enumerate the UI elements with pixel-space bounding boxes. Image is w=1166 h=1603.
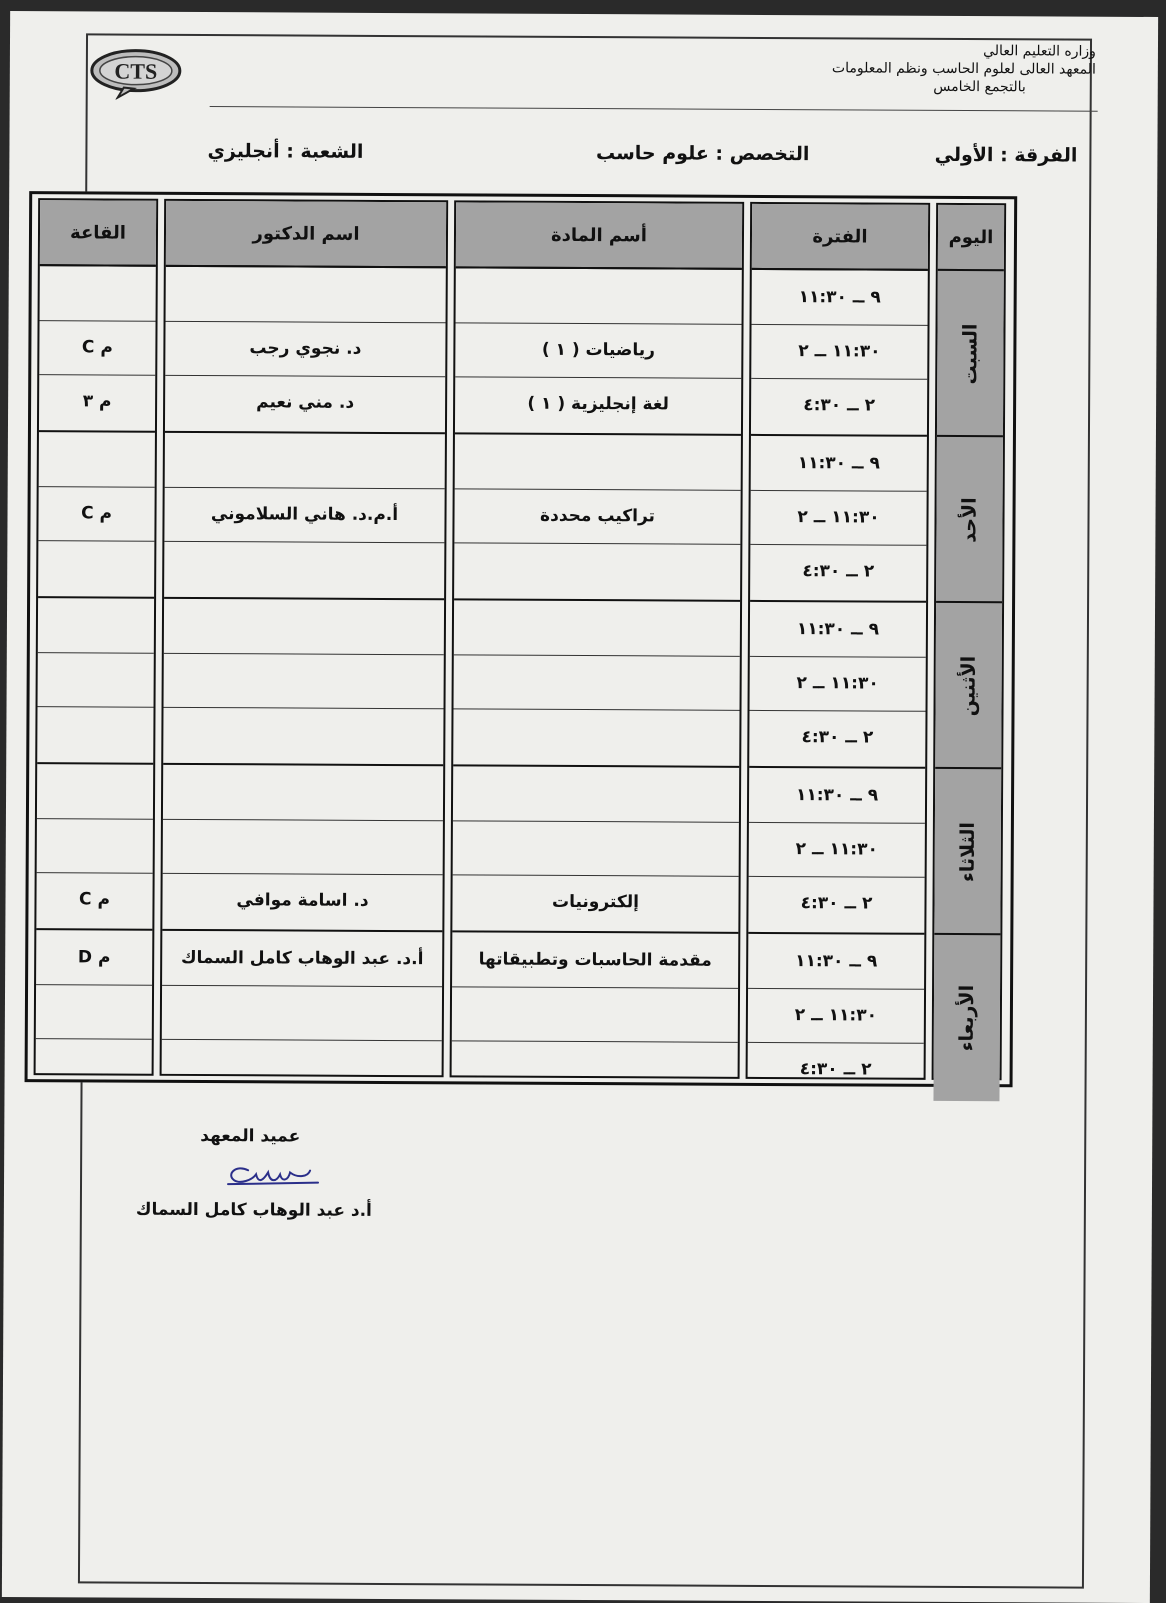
hall-cell [36,1038,152,1092]
dean-name: أ.د عبد الوهاب كامل السماك [135,1199,372,1221]
day-column [932,203,1007,1080]
division-label: الشعبة : أنجليزي [207,140,364,163]
hall-column [34,198,159,1076]
institute-name: المعهد العالى لعلوم الحاسب ونظم المعلومات [831,60,1096,78]
subject-cell [456,266,742,323]
subject-cell [451,1040,737,1094]
subject-cell [453,708,739,762]
doctor-cell: د. اسامة موافي [162,873,442,927]
header-hall: القاعة [40,200,156,267]
period-cell: ٢ ــ ٤:٣٠ [748,876,924,930]
level-label: الفرقة : الأولي [934,143,1078,167]
specialization-label: التخصص : علوم حاسب [595,142,810,166]
hall-cell: م D [36,928,152,985]
period-cell: ١١:٣٠ ــ ٢ [750,490,926,544]
subject-cell: تراكيب محددة [454,488,740,542]
period-cell: ٢ ــ ٤:٣٠ [751,378,927,432]
subject-cell [455,432,741,489]
period-cell: ١١:٣٠ ــ ٢ [750,656,926,710]
institute-location: بالتجمع الخامس [933,78,1026,96]
institution-header [832,41,1096,96]
hall-cell [37,818,153,872]
header-day: اليوم [938,205,1004,271]
day-cell [936,435,1003,603]
doctor-cell [162,1039,442,1093]
dean-title: عميد المعهد [200,1126,301,1147]
doctor-column [160,199,449,1077]
period-cell: ٩ ــ ١١:٣٠ [751,434,927,491]
subject-cell [454,542,740,596]
hall-cell: م C [36,872,152,926]
subject-cell: رياضيات ( ١ ) [455,322,741,376]
doctor-cell [163,763,443,820]
subject-cell: مقدمة الحاسبات وتطبيقاتها [452,930,738,987]
period-column [746,202,931,1080]
day-cell [937,269,1004,437]
doctor-cell: أ.د. عبد الوهاب كامل السماك [162,929,442,986]
doctor-cell: د. مني نعيم [165,375,445,429]
subject-cell [454,654,740,708]
hall-cell [37,706,153,760]
doctor-cell: د. نجوي رجب [165,321,445,375]
hall-cell [36,984,152,1038]
day-name: الثلاثاء [956,822,979,882]
day-cell [934,767,1001,935]
period-cell: ٩ ــ ١١:٣٠ [749,766,925,823]
period-cell: ٩ ــ ١١:٣٠ [748,932,924,989]
hall-cell [38,596,154,653]
day-name: الأثنين [957,655,980,717]
period-cell: ٢ ــ ٤:٣٠ [747,1042,923,1096]
doctor-cell [165,431,445,488]
period-cell: ١١:٣٠ ــ ٢ [751,324,927,378]
hall-cell [37,762,153,819]
hall-cell [40,264,156,321]
hall-cell: م C [38,486,154,540]
day-cell [935,601,1002,769]
period-cell: ٢ ــ ٤:٣٠ [749,710,925,764]
doctor-cell [166,265,446,322]
subject-cell [453,820,739,874]
header-subject: أسم المادة [456,202,742,269]
hall-cell: م C [39,320,155,374]
doctor-cell [163,819,443,873]
subject-column [450,200,745,1079]
header-period: الفترة [752,204,928,271]
svg-text:CTS: CTS [114,58,158,84]
subject-cell [453,764,739,821]
day-name: السبت [959,323,982,385]
period-cell: ٢ ــ ٤:٣٠ [750,544,926,598]
schedule-table [25,191,1018,1087]
doctor-cell [164,597,444,654]
hall-cell [38,540,154,594]
doctor-cell [163,707,443,761]
doctor-cell [164,541,444,595]
ministry-name: وزاره التعليم العالي [983,43,1097,60]
subject-cell: لغة إنجليزية ( ١ ) [455,376,741,430]
subject-cell [454,598,740,655]
period-cell: ١١:٣٠ ــ ٢ [749,822,925,876]
hall-cell: م ٣ [39,374,155,428]
subject-cell: إلكترونيات [452,874,738,928]
cts-logo [84,43,184,100]
period-cell: ٩ ــ ١١:٣٠ [750,600,926,657]
document-sheet [2,11,1158,1603]
hall-cell [39,430,155,487]
subject-cell [452,986,738,1040]
day-name: الأحد [958,497,981,543]
day-name: الأربعاء [955,984,979,1052]
period-cell: ٩ ــ ١١:٣٠ [752,268,928,325]
header-doctor: اسم الدكتور [166,201,446,268]
period-cell: ١١:٣٠ ــ ٢ [748,988,924,1042]
doctor-cell: أ.م.د. هاني السلاموني [164,487,444,541]
day-cell [933,933,1000,1101]
handwritten-signature [218,1152,328,1193]
doctor-cell [162,985,442,1039]
doctor-cell [164,653,444,707]
hall-cell [38,652,154,706]
